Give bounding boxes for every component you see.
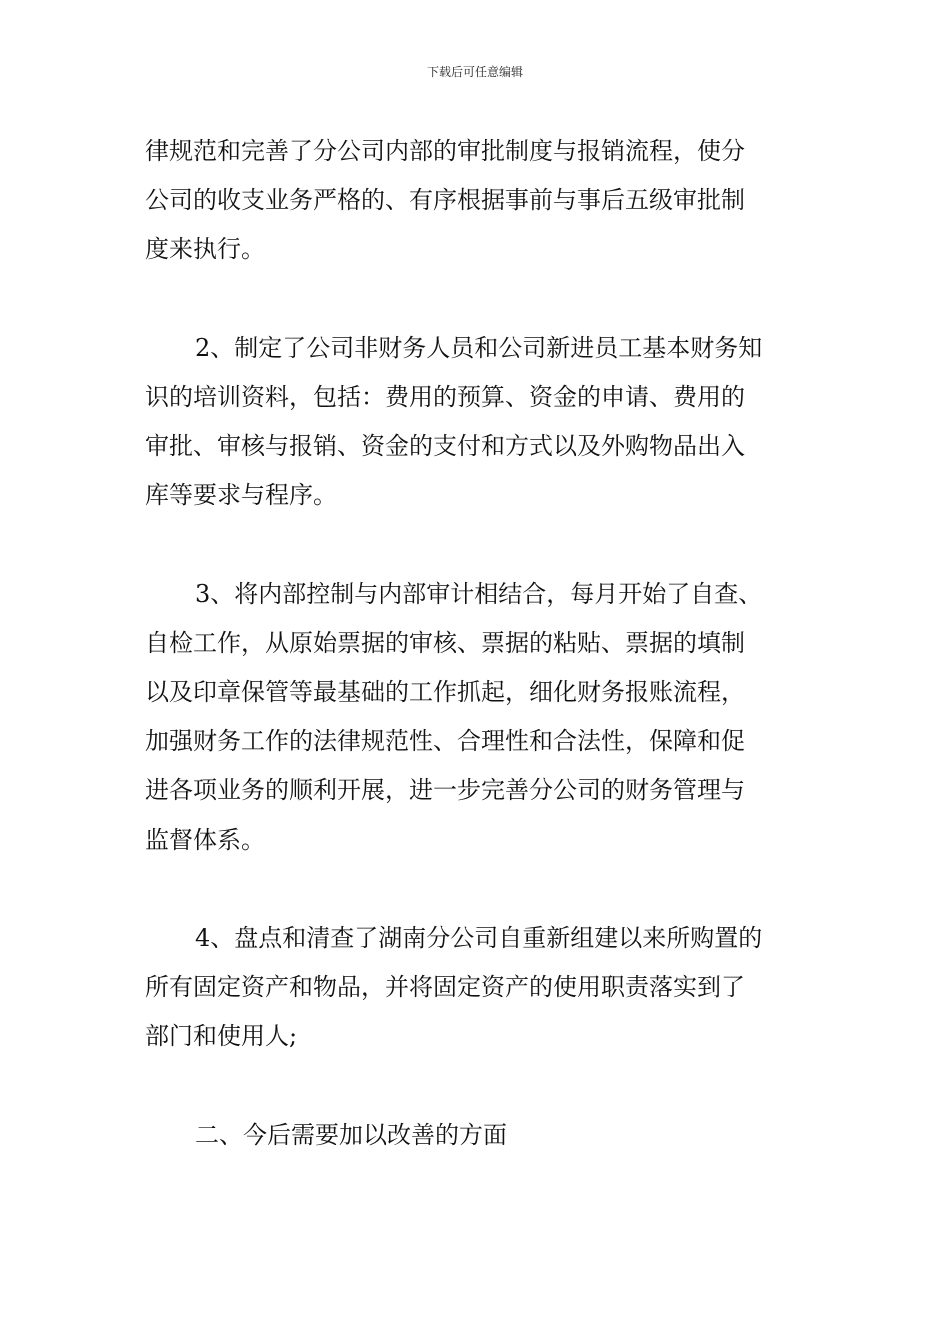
paragraph-line: 公司的收支业务严格的、有序根据事前与事后五级审批制 bbox=[145, 186, 745, 215]
paragraph-3 bbox=[145, 570, 815, 865]
paragraph-line: 库等要求与程序。 bbox=[145, 481, 337, 510]
paragraph-line: 所有固定资产和物品，并将固定资产的使用职责落实到了 bbox=[145, 973, 745, 1002]
paragraph-line: 4、盘点和清查了湖南分公司自重新组建以来所购置的 bbox=[195, 924, 763, 952]
paragraph-line: 3、将内部控制与内部审计相结合，每月开始了自查、 bbox=[195, 579, 763, 608]
paragraph-gap bbox=[145, 275, 815, 324]
paragraph-line: 部门和使用人; bbox=[145, 1022, 298, 1051]
paragraph-line: 识的培训资料，包括：费用的预算、资金的申请、费用的 bbox=[145, 382, 745, 411]
document-body bbox=[145, 127, 815, 1160]
paragraph-line: 自检工作，从原始票据的审核、票据的粘贴、票据的填制 bbox=[145, 628, 745, 657]
paragraph-4 bbox=[145, 914, 815, 1062]
paragraph-gap bbox=[145, 521, 815, 570]
paragraph-line: 监督体系。 bbox=[145, 825, 265, 854]
paragraph-gap bbox=[145, 1062, 815, 1111]
paragraph-line: 以及印章保管等最基础的工作抓起，细化财务报账流程， bbox=[145, 678, 745, 707]
paragraph-line: 进各项业务的顺利开展，进一步完善分公司的财务管理与 bbox=[145, 776, 745, 805]
section-heading bbox=[145, 1111, 815, 1160]
paragraph-line: 律规范和完善了分公司内部的审批制度与报销流程，使分 bbox=[145, 137, 745, 165]
paragraph-gap bbox=[145, 865, 815, 914]
paragraph-1 bbox=[145, 127, 815, 275]
paragraph-2 bbox=[145, 324, 815, 521]
paragraph-line: 2、制定了公司非财务人员和公司新进员工基本财务知 bbox=[195, 333, 763, 362]
paragraph-line: 度来执行。 bbox=[145, 235, 265, 264]
paragraph-line: 审批、审核与报销、资金的支付和方式以及外购物品出入 bbox=[145, 432, 745, 461]
page-header: 下载后可任意编辑 bbox=[426, 65, 523, 79]
section-heading-text: 二、今后需要加以改善的方面 bbox=[195, 1120, 507, 1149]
paragraph-line: 加强财务工作的法律规范性、合理性和合法性，保障和促 bbox=[145, 727, 745, 756]
